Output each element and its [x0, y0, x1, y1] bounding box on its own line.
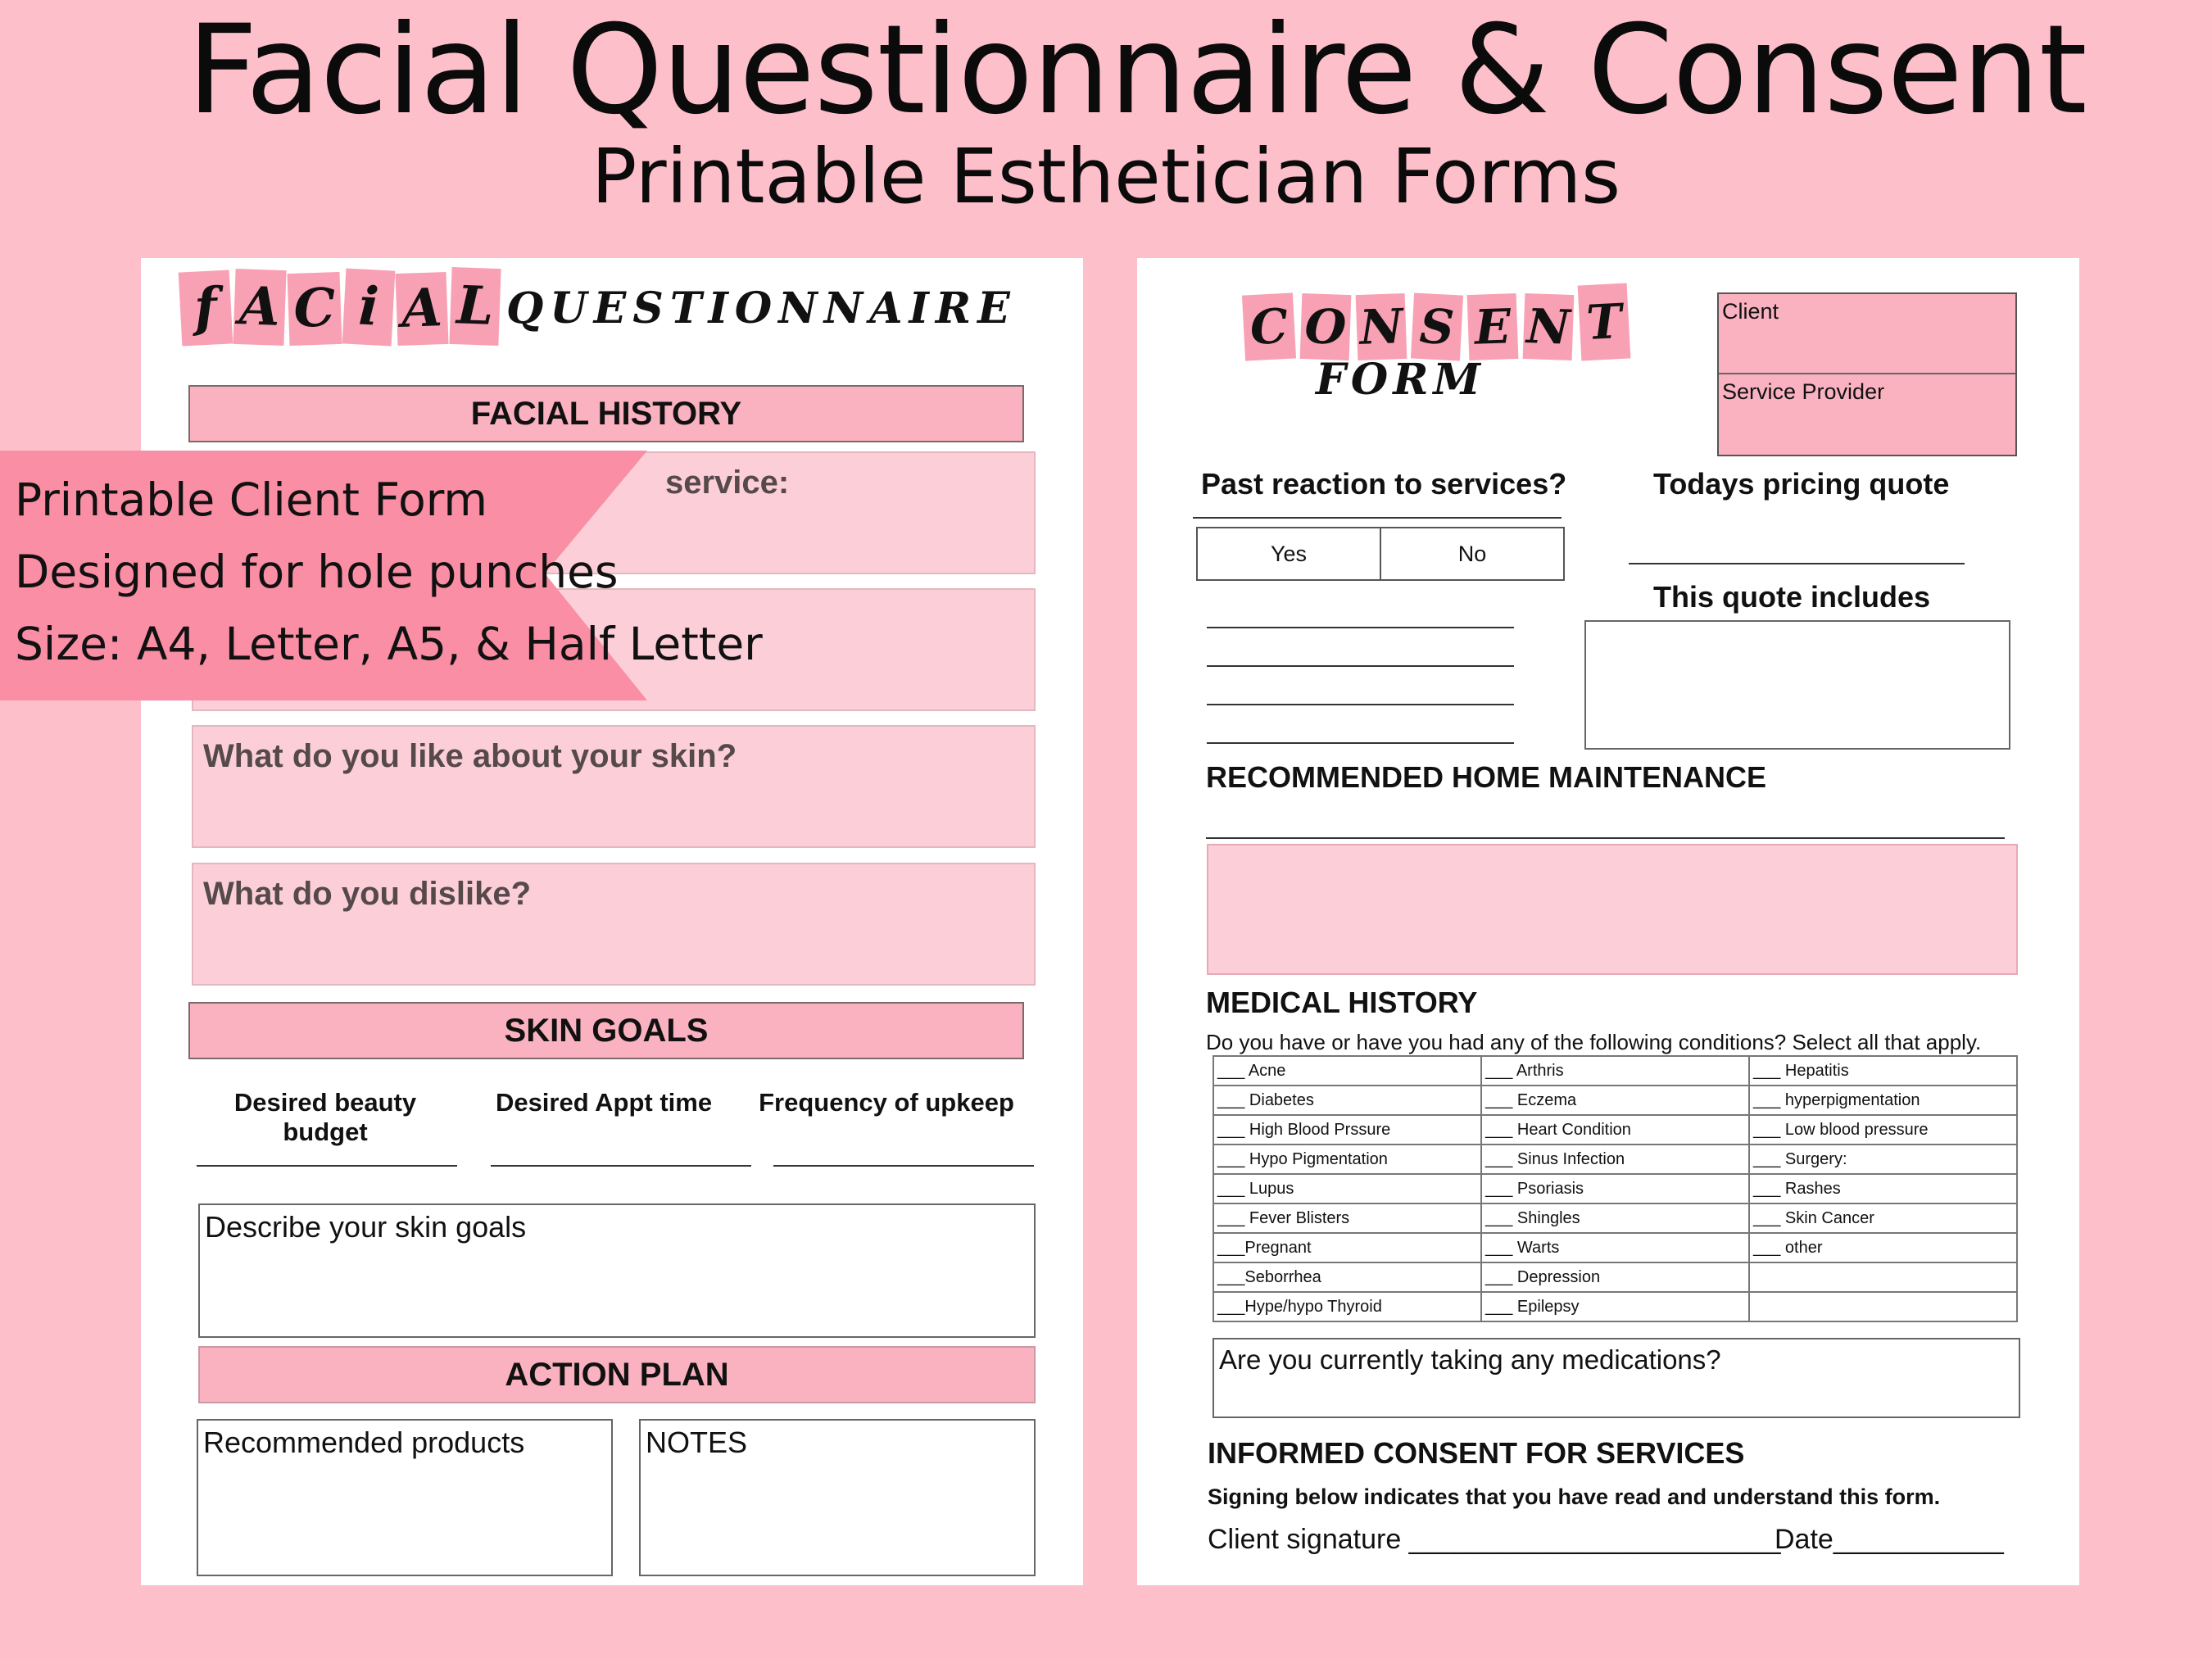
reaction-line[interactable] — [1207, 742, 1514, 744]
logo-letter: N — [1356, 293, 1407, 360]
condition-item — [1749, 1292, 2017, 1321]
history-question: What do you dislike? — [203, 876, 532, 912]
condition-item[interactable]: ___ Diabetes — [1213, 1086, 1481, 1115]
history-question: service: — [665, 465, 790, 501]
condition-item[interactable]: ___ High Blood Prssure — [1213, 1115, 1481, 1145]
logo-letter: S — [1411, 292, 1463, 360]
provider-label: Service Provider — [1722, 379, 1885, 404]
yes-option[interactable]: Yes — [1198, 528, 1381, 579]
condition-item[interactable]: ___ Skin Cancer — [1749, 1203, 2017, 1233]
condition-item[interactable]: ___ Arthris — [1481, 1056, 1749, 1086]
reaction-line[interactable] — [1207, 665, 1514, 667]
medications-label: Are you currently taking any medications? — [1219, 1344, 1721, 1375]
condition-item[interactable]: ___ Fever Blisters — [1213, 1203, 1481, 1233]
condition-item — [1749, 1262, 2017, 1292]
condition-item[interactable]: ___ Warts — [1481, 1233, 1749, 1262]
history-box-like[interactable] — [192, 725, 1036, 848]
condition-row — [1213, 1203, 2017, 1233]
recommended-products-box[interactable] — [197, 1419, 613, 1576]
home-maintenance-box[interactable] — [1207, 844, 2018, 975]
logo-letter: E — [1467, 293, 1519, 360]
notes-box[interactable] — [639, 1419, 1036, 1576]
condition-item[interactable]: ___ Heart Condition — [1481, 1115, 1749, 1145]
banner-line: Size: A4, Letter, A5, & Half Letter — [15, 618, 763, 670]
banner-line: Designed for hole punches — [15, 546, 619, 598]
condition-item[interactable]: ___Seborrhea — [1213, 1262, 1481, 1292]
logo-letter: i — [342, 268, 396, 346]
logo-letter: A — [395, 272, 448, 346]
questionnaire-logo — [180, 268, 1017, 345]
logo-letter: C — [1242, 292, 1296, 360]
medications-box[interactable] — [1213, 1338, 2020, 1418]
condition-item[interactable]: ___ Epilepsy — [1481, 1292, 1749, 1321]
condition-row — [1213, 1145, 2017, 1174]
reaction-line[interactable] — [1207, 627, 1514, 628]
logo-letter: O — [1300, 293, 1352, 360]
condition-row — [1213, 1174, 2017, 1203]
condition-item[interactable]: ___ Surgery: — [1749, 1145, 2017, 1174]
condition-row — [1213, 1292, 2017, 1321]
condition-item[interactable]: ___ Shingles — [1481, 1203, 1749, 1233]
upkeep-line[interactable] — [773, 1165, 1034, 1167]
condition-item[interactable]: ___ Eczema — [1481, 1086, 1749, 1115]
condition-item[interactable]: ___ Hypo Pigmentation — [1213, 1145, 1481, 1174]
consent-logo — [1244, 284, 1629, 360]
notes-label: NOTES — [646, 1426, 748, 1459]
facial-history-header: FACIAL HISTORY — [188, 385, 1024, 442]
page-subtitle: Printable Esthetician Forms — [591, 133, 1621, 220]
consent-page — [1137, 258, 2079, 1585]
condition-item[interactable]: ___ Low blood pressure — [1749, 1115, 2017, 1145]
conditions-table — [1213, 1055, 2018, 1322]
home-maintenance-line[interactable] — [1206, 837, 2005, 839]
page-title: Facial Questionnaire & Consent — [187, 0, 2087, 142]
medical-question: Do you have or have you had any of the following conditions? Select all that apply. — [1206, 1030, 1982, 1054]
provider-field[interactable] — [1719, 374, 2015, 455]
logo-letter: A — [233, 269, 286, 346]
condition-item[interactable]: ___ Sinus Infection — [1481, 1145, 1749, 1174]
client-provider-box — [1717, 292, 2017, 456]
past-reaction-label: Past reaction to services? — [1201, 467, 1567, 501]
pricing-quote-label: Todays pricing quote — [1653, 467, 1950, 501]
reaction-line[interactable] — [1207, 704, 1514, 705]
appt-time-line[interactable] — [491, 1165, 751, 1167]
history-box-dislike[interactable] — [192, 863, 1036, 986]
skin-goals-label: Describe your skin goals — [205, 1210, 527, 1244]
logo-letter: C — [287, 272, 342, 346]
medical-history-label: MEDICAL HISTORY — [1206, 986, 1478, 1019]
recommended-products-label: Recommended products — [203, 1426, 525, 1459]
condition-item[interactable]: ___ hyperpigmentation — [1749, 1086, 2017, 1115]
home-maintenance-label: RECOMMENDED HOME MAINTENANCE — [1206, 760, 1766, 794]
pricing-quote-line[interactable] — [1629, 563, 1965, 564]
condition-item[interactable]: ___ Rashes — [1749, 1174, 2017, 1203]
logo-letter: T — [1578, 283, 1631, 360]
client-field[interactable] — [1719, 294, 2015, 374]
logo-letter: N — [1523, 293, 1575, 360]
date-field[interactable]: Date___________ — [1775, 1524, 2004, 1555]
upkeep-label: Frequency of upkeep — [759, 1088, 1014, 1117]
yes-no-choice — [1196, 527, 1565, 581]
condition-row — [1213, 1262, 2017, 1292]
budget-label: Desired beauty budget — [233, 1088, 417, 1146]
logo-letter: L — [449, 267, 501, 346]
condition-row — [1213, 1056, 2017, 1086]
condition-item[interactable]: ___ Hepatitis — [1749, 1056, 2017, 1086]
condition-item[interactable]: ___ Depression — [1481, 1262, 1749, 1292]
consent-logo-word: FORM — [1316, 355, 1485, 405]
budget-line[interactable] — [197, 1165, 457, 1167]
skin-goals-box[interactable] — [198, 1203, 1036, 1338]
action-plan-header: ACTION PLAN — [198, 1346, 1036, 1403]
appt-time-label: Desired Appt time — [495, 1088, 713, 1117]
quote-includes-label: This quote includes — [1653, 580, 1931, 614]
history-question: What do you like about your skin? — [203, 738, 737, 774]
condition-item[interactable]: ___Hype/hypo Thyroid — [1213, 1292, 1481, 1321]
client-label: Client — [1722, 299, 1779, 324]
client-signature-field[interactable]: Client signature ________________________ — [1208, 1524, 1781, 1555]
skin-goals-header: SKIN GOALS — [188, 1002, 1024, 1059]
informed-consent-label: INFORMED CONSENT FOR SERVICES — [1208, 1436, 1745, 1470]
logo-letter: f — [179, 270, 233, 346]
condition-row — [1213, 1086, 2017, 1115]
condition-item[interactable]: ___ Psoriasis — [1481, 1174, 1749, 1203]
condition-row — [1213, 1115, 2017, 1145]
condition-item[interactable]: ___ Acne — [1213, 1056, 1481, 1086]
condition-item[interactable]: ___ other — [1749, 1233, 2017, 1262]
condition-row — [1213, 1233, 2017, 1262]
signing-statement: Signing below indicates that you have read and understand this form. — [1208, 1484, 1941, 1509]
past-reaction-underline — [1193, 517, 1562, 519]
condition-item[interactable]: ___Pregnant — [1213, 1233, 1481, 1262]
banner-line: Printable Client Form — [15, 474, 487, 526]
no-option[interactable]: No — [1457, 541, 1487, 566]
condition-item[interactable]: ___ Lupus — [1213, 1174, 1481, 1203]
quote-includes-box[interactable] — [1584, 620, 2010, 750]
logo-word: QUESTIONNAIRE — [506, 283, 1017, 333]
